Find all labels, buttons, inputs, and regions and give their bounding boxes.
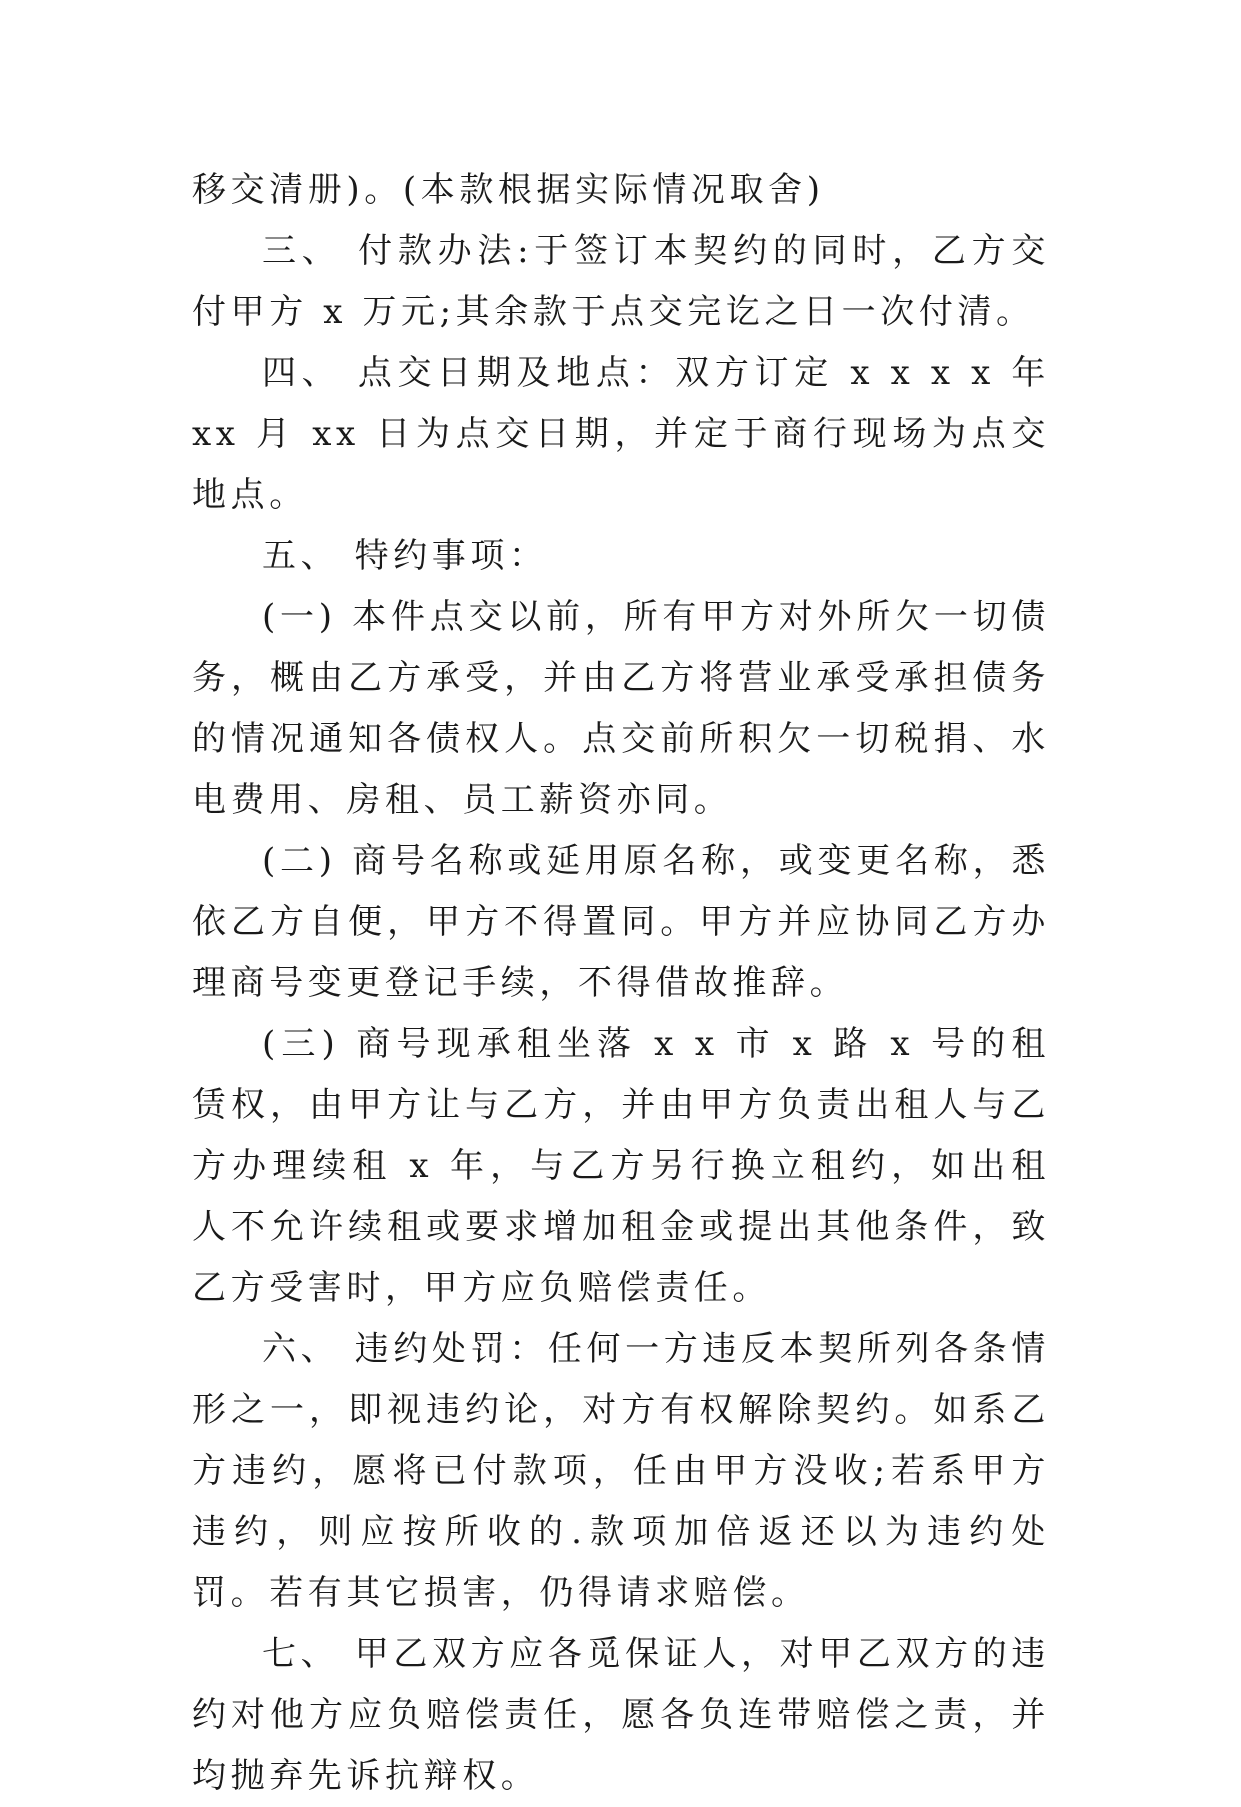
paragraph-transfer-list-note: 移交清册)。(本款根据实际情况取舍) bbox=[192, 170, 825, 210]
document-page bbox=[192, 160, 1050, 1807]
paragraph-special-term-1: (一) 本件点交以前，所有甲方对外所欠一切债务，概由乙方承受，并由乙方将营业承受承担债务的情况通知各债权人。点交前所积欠一切税捐、水电费用、房租、员工薪资亦同。 bbox=[192, 597, 1050, 820]
paragraph-special-term-3: (三) 商号现承租坐落 x x 市 x 路 x 号的租赁权，由甲方让与乙方，并由甲方负责出租人与乙方办理续租 x 年，与乙方另行换立租约，如出租人不允许续租或要求增加租金或提出其他条件，致乙方受害时，甲方应负赔偿责任。 bbox=[192, 1024, 1050, 1308]
paragraph-breach-penalty: 六、 违约处罚：任何一方违反本契所列各条情形之一，即视违约论，对方有权解除契约。如系乙方违约，愿将已付款项，任由甲方没收;若系甲方违约，则应按所收的.款项加倍返还以为违约处罚。若有其它损害，仍得请求赔偿。 bbox=[192, 1329, 1050, 1613]
paragraph-handover-date-location: 四、 点交日期及地点：双方订定 x x x x 年 xx 月 xx 日为点交日期，并定于商行现场为点交地点。 bbox=[192, 353, 1050, 515]
paragraph-guarantors: 七、 甲乙双方应各觅保证人，对甲乙双方的违约对他方应负赔偿责任，愿各负连带赔偿之责，并均抛弃先诉抗辩权。 bbox=[192, 1634, 1050, 1796]
paragraph-payment-method: 三、 付款办法:于签订本契约的同时，乙方交付甲方 x 万元;其余款于点交完讫之日一次付清。 bbox=[192, 231, 1050, 332]
paragraph-special-term-2: (二) 商号名称或延用原名称，或变更名称，悉依乙方自便，甲方不得置同。甲方并应协同乙方办理商号变更登记手续，不得借故推辞。 bbox=[192, 841, 1050, 1003]
paragraph-special-terms-heading: 五、 特约事项： bbox=[262, 536, 548, 576]
